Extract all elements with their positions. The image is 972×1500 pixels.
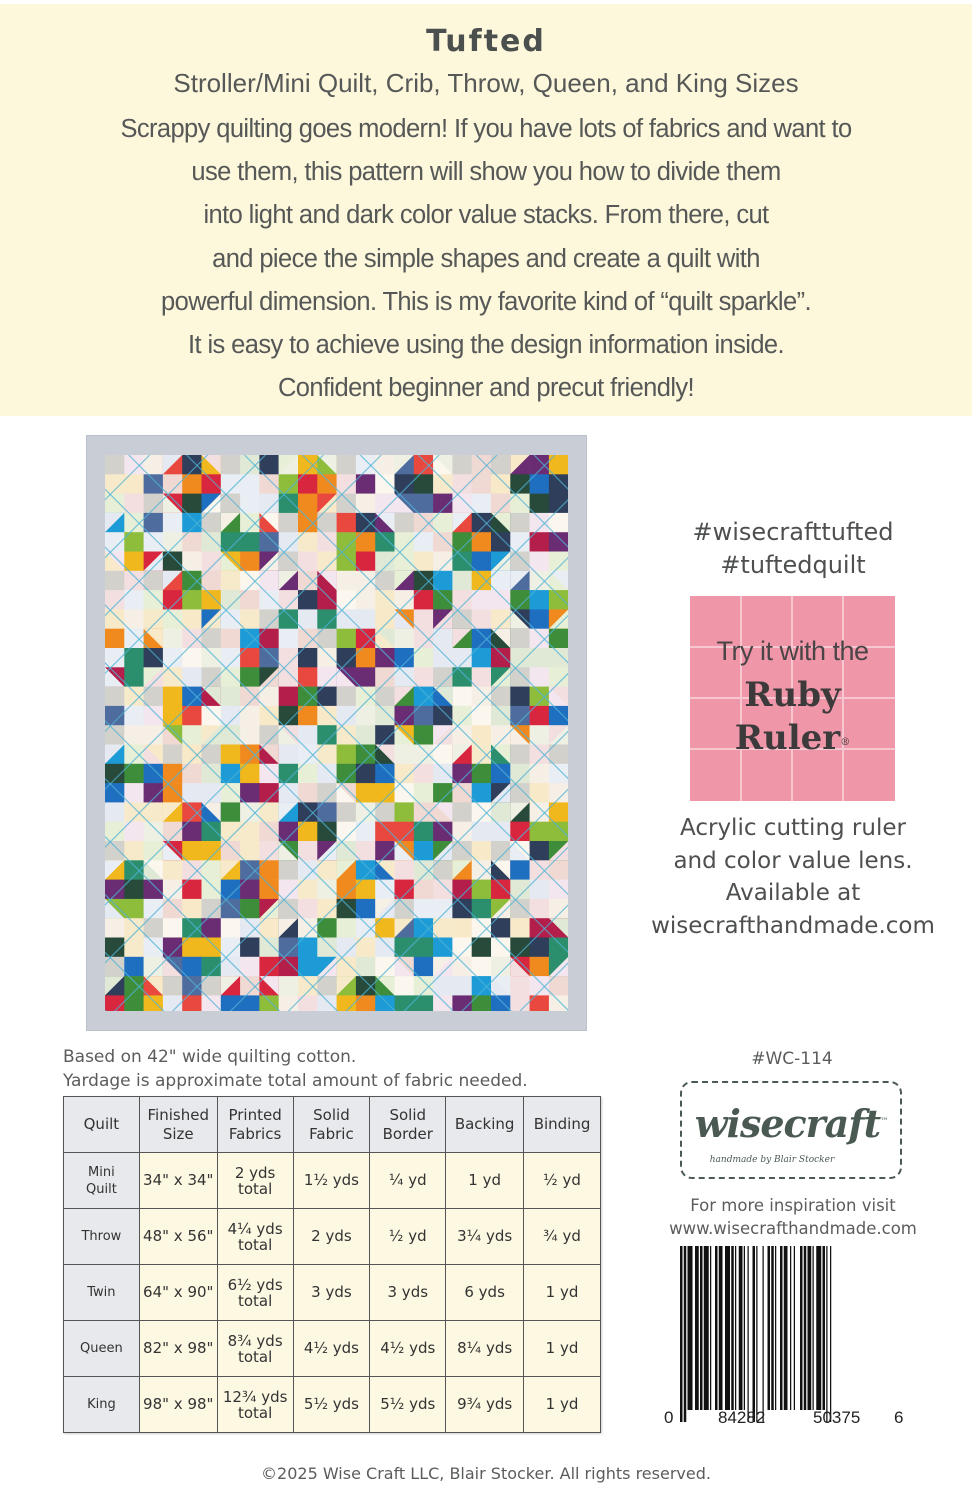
table-row bbox=[64, 1377, 601, 1433]
cell-backing: 1 yd bbox=[446, 1153, 524, 1209]
yardage-table bbox=[63, 1096, 601, 1433]
cell-backing: 3¼ yds bbox=[446, 1209, 524, 1265]
description-line: Scrappy quilting goes modern! If you have lots of fabrics and want to bbox=[120, 115, 852, 143]
description-line: It is easy to achieve using the design information inside. bbox=[188, 331, 784, 360]
ruler-description: Acrylic cutting ruler and color value lens. Available at wisecrafthandmade.com bbox=[630, 812, 956, 942]
cell-printed-fabrics: 8¾ yds total bbox=[217, 1321, 293, 1377]
description-line: Confident beginner and precut friendly! bbox=[277, 374, 695, 403]
cell-binding: 1 yd bbox=[524, 1265, 601, 1321]
wisecraft-logo bbox=[680, 1081, 902, 1179]
table-row bbox=[64, 1265, 601, 1321]
barcode-group2: 50375 bbox=[813, 1408, 861, 1427]
cell-printed-fabrics: 12¾ yds total bbox=[217, 1377, 293, 1433]
cell-printed-fabrics: 6½ yds total bbox=[217, 1265, 293, 1321]
cell-printed-fabrics: 4¼ yds total bbox=[217, 1209, 293, 1265]
cell-solid-fabric: 5½ yds bbox=[293, 1377, 370, 1433]
pattern-title: Tufted bbox=[426, 24, 546, 59]
cell-backing: 8¼ yds bbox=[446, 1321, 524, 1377]
registered-mark: ® bbox=[840, 737, 851, 748]
cell-binding: ½ yd bbox=[524, 1153, 601, 1209]
cell-solid-fabric: 4½ yds bbox=[293, 1321, 370, 1377]
barcode-group1: 84282 bbox=[718, 1408, 766, 1427]
hashtags bbox=[640, 516, 946, 582]
header-binding: Binding bbox=[524, 1097, 601, 1153]
yardage-notes: Based on 42" wide quilting cotton. Yardage is approximate total amount of fabric needed. bbox=[63, 1047, 528, 1091]
inspiration-text: For more inspiration visit www.wisecrafthandmade.com bbox=[640, 1194, 946, 1240]
ruby-try-text: Try it with the bbox=[716, 636, 869, 666]
quilt-pieced-top bbox=[105, 455, 568, 1011]
ruby-name-line2: Ruler® bbox=[734, 718, 851, 758]
cell-backing: 9¾ yds bbox=[446, 1377, 524, 1433]
hashtag: #wisecrafttufted bbox=[692, 518, 894, 546]
description-line: use them, this pattern will show you how to divide them bbox=[191, 158, 781, 187]
cell-finished-size: 48" x 56" bbox=[139, 1209, 217, 1265]
pattern-sku: #WC-114 bbox=[751, 1049, 833, 1069]
barcode-bars bbox=[680, 1246, 910, 1446]
header-solid-border: Solid Border bbox=[370, 1097, 446, 1153]
cell-solid-fabric: 3 yds bbox=[293, 1265, 370, 1321]
quilt-photo bbox=[87, 436, 586, 1030]
cell-binding: 1 yd bbox=[524, 1321, 601, 1377]
quilt-pattern-graphic bbox=[105, 455, 568, 1011]
barcode-digit-left: 0 bbox=[664, 1408, 674, 1427]
cell-solid-border: ¼ yd bbox=[370, 1153, 446, 1209]
header-printed-fabrics: Printed Fabrics bbox=[217, 1097, 293, 1153]
ruby-ruler-ad bbox=[690, 596, 895, 801]
pattern-description bbox=[40, 108, 932, 410]
description-line: into light and dark color value stacks. From there, cut bbox=[203, 201, 769, 230]
website-link[interactable]: www.wisecrafthandmade.com bbox=[669, 1219, 917, 1238]
description-line: and piece the simple shapes and create a quilt with bbox=[212, 244, 760, 273]
hashtag: #tuftedquilt bbox=[720, 551, 866, 579]
ruby-name-line1: Ruby bbox=[744, 675, 841, 715]
ruler-website-link[interactable]: wisecrafthandmade.com bbox=[651, 912, 935, 939]
cell-solid-fabric: 2 yds bbox=[293, 1209, 370, 1265]
cell-finished-size: 82" x 98" bbox=[139, 1321, 217, 1377]
cell-finished-size: 64" x 90" bbox=[139, 1265, 217, 1321]
header-quilt: Quilt bbox=[64, 1097, 140, 1153]
cell-solid-border: 3 yds bbox=[370, 1265, 446, 1321]
cell-solid-border: ½ yd bbox=[370, 1209, 446, 1265]
cell-binding: ¾ yd bbox=[524, 1209, 601, 1265]
cell-quilt: Twin bbox=[64, 1265, 140, 1321]
table-header-row bbox=[64, 1097, 601, 1153]
cell-backing: 6 yds bbox=[446, 1265, 524, 1321]
header-solid-fabric: Solid Fabric bbox=[293, 1097, 370, 1153]
table-row bbox=[64, 1153, 601, 1209]
header-backing: Backing bbox=[446, 1097, 524, 1153]
logo-wordmark: wisecraft™ bbox=[694, 1101, 888, 1146]
cell-printed-fabrics: 2 yds total bbox=[217, 1153, 293, 1209]
logo-tagline: handmade by Blair Stocker bbox=[709, 1155, 835, 1165]
table-row bbox=[64, 1321, 601, 1377]
cell-solid-border: 4½ yds bbox=[370, 1321, 446, 1377]
cell-quilt: Mini Quilt bbox=[64, 1153, 140, 1209]
cell-solid-fabric: 1½ yds bbox=[293, 1153, 370, 1209]
description-line: powerful dimension. This is my favorite kind of “quilt sparkle”. bbox=[161, 287, 811, 316]
table-row bbox=[64, 1209, 601, 1265]
cell-binding: 1 yd bbox=[524, 1377, 601, 1433]
cell-solid-border: 5½ yds bbox=[370, 1377, 446, 1433]
header-finished-size: Finished Size bbox=[139, 1097, 217, 1153]
cell-finished-size: 98" x 98" bbox=[139, 1377, 217, 1433]
upc-barcode bbox=[664, 1246, 910, 1446]
barcode-digit-right: 6 bbox=[894, 1408, 904, 1427]
cell-quilt: King bbox=[64, 1377, 140, 1433]
ruby-ruler-name bbox=[690, 674, 895, 760]
copyright: ©2025 Wise Craft LLC, Blair Stocker. All rights reserved. bbox=[261, 1464, 711, 1483]
cell-quilt: Queen bbox=[64, 1321, 140, 1377]
cell-finished-size: 34" x 34" bbox=[139, 1153, 217, 1209]
pattern-sizes: Stroller/Mini Quilt, Crib, Throw, Queen, and King Sizes bbox=[173, 68, 799, 98]
cell-quilt: Throw bbox=[64, 1209, 140, 1265]
